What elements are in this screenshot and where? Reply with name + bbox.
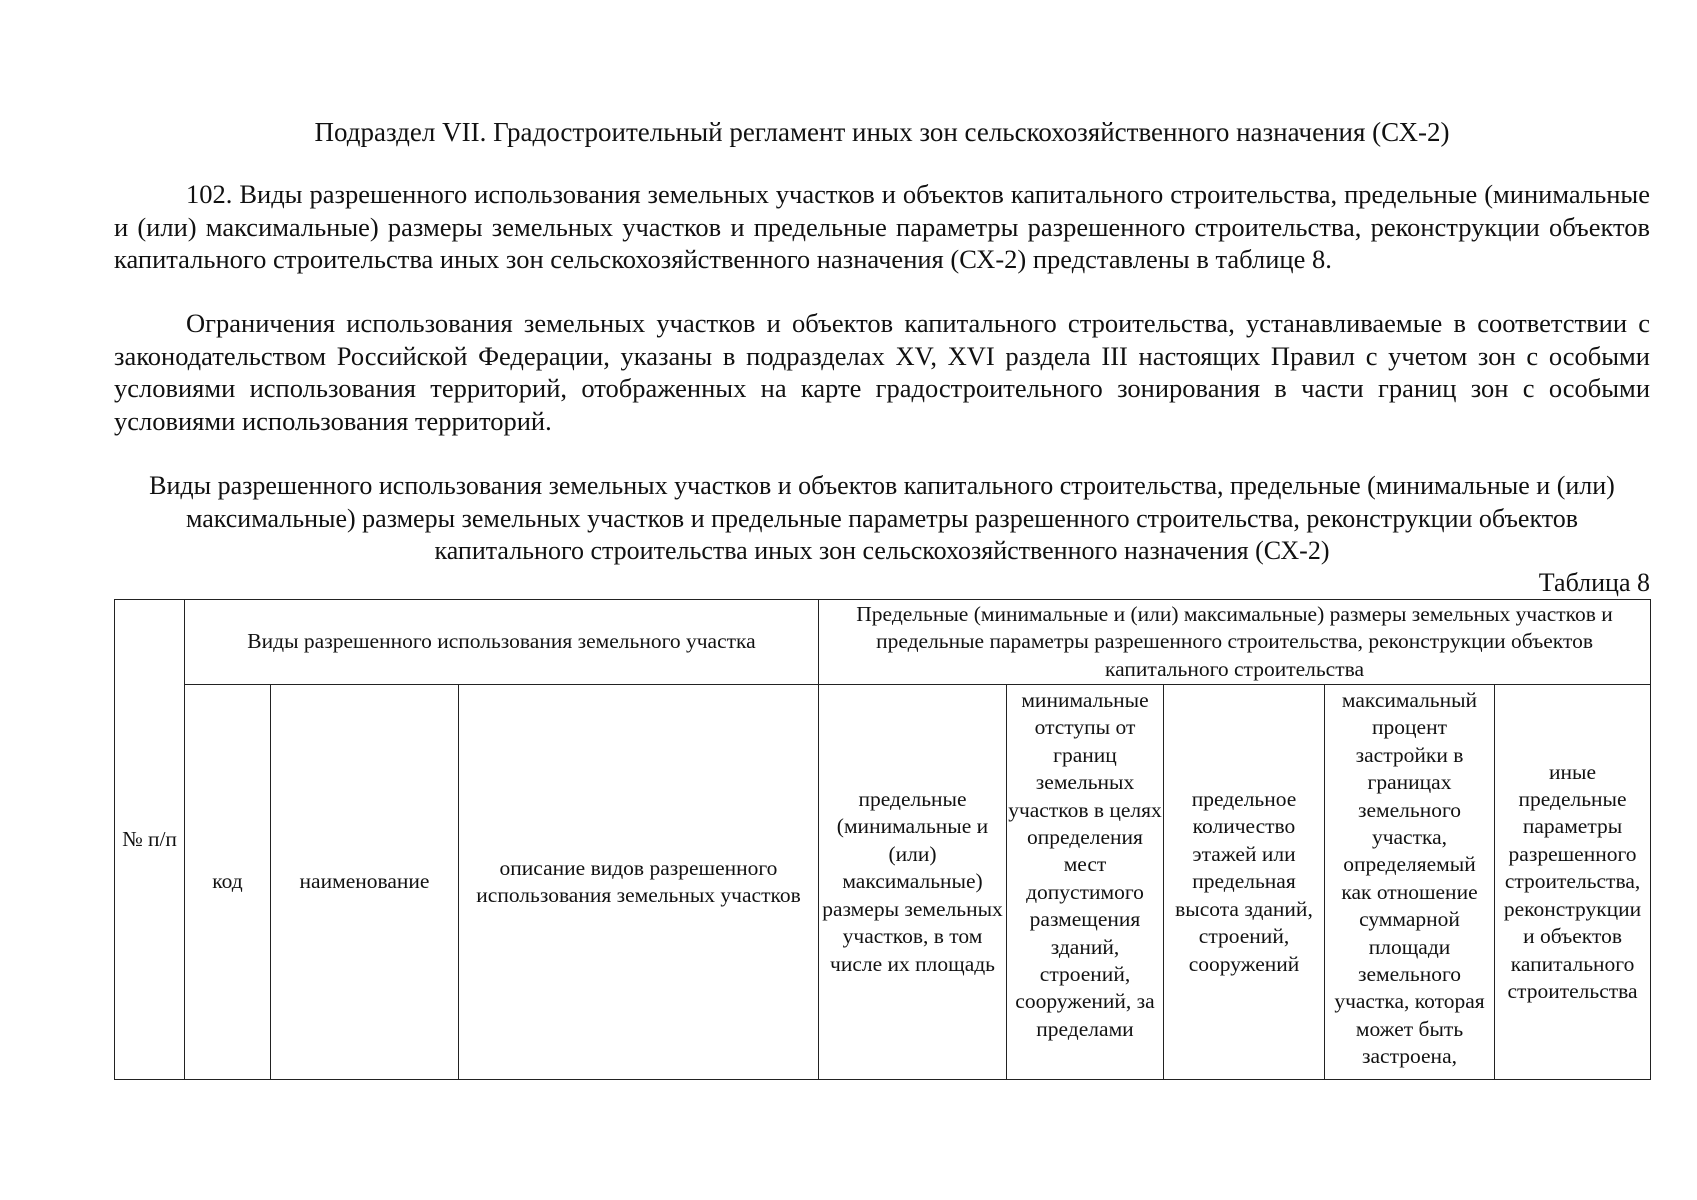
regulation-table bbox=[114, 599, 1651, 1080]
header-row-number: № п/п bbox=[115, 600, 185, 1080]
header-other-params: иные предельные параметры разрешенного строительства, реконструкции и объектов капитального строительства bbox=[1495, 685, 1651, 1080]
header-coverage: максимальный процент застройки в границах земельного участка, определяемый как отношение суммарной площади земельного участка, которая может быть застроена, bbox=[1325, 685, 1495, 1080]
table-number: Таблица 8 bbox=[1538, 568, 1650, 597]
table-caption: Виды разрешенного использования земельных участков и объектов капитального строительства, предельные (минимальные и (или) максимальные) размеры земельных участков и предельные параметры разрешенного строительства, реконструкции объектов капитального строительства иных зон сельскохозяйственного назначения (СХ-2) bbox=[149, 471, 1615, 565]
header-code: код bbox=[185, 685, 271, 1080]
header-name: наименование bbox=[271, 685, 459, 1080]
paragraph-102: 102. Виды разрешенного использования земельных участков и объектов капитального строительства, предельные (минимальные и (или) максимальные) размеры земельных участков и предельные параметры разрешенного строительства, реконструкции объектов капитального строительства иных зон сельскохозяйственного назначения (СХ-2) представлены в таблице 8. bbox=[114, 179, 1650, 274]
header-description: описание видов разрешенного использования земельных участков bbox=[459, 685, 819, 1080]
header-group-permitted-use: Виды разрешенного использования земельного участка bbox=[185, 600, 819, 685]
subsection-title: Подраздел VII. Градостроительный регламент иных зон сельскохозяйственного назначения (СХ-2) bbox=[314, 117, 1450, 147]
paragraph-restrictions: Ограничения использования земельных участков и объектов капитального строительства, устанавливаемые в соответствии с законодательством Российской Федерации, указаны в подразделах XV, XVI раздела III настоящих Правил с учетом зон с особыми условиями использования территорий, отображенных на карте градостроительного зонирования в части границ зон с особыми условиями использования территорий. bbox=[114, 308, 1650, 436]
header-setbacks: минимальные отступы от границ земельных участков в целях определения мест допустимого размещения зданий, строений, сооружений, за пределами bbox=[1007, 685, 1164, 1080]
header-floors: предельное количество этажей или предельная высота зданий, строений, сооружений bbox=[1164, 685, 1325, 1080]
header-plot-size: предельные (минимальные и (или) максимальные) размеры земельных участков, в том числе их площадь bbox=[819, 685, 1007, 1080]
header-group-limits: Предельные (минимальные и (или) максимальные) размеры земельных участков и предельные параметры разрешенного строительства, реконструкции объектов капитального строительства bbox=[819, 600, 1651, 685]
table-header-group-row bbox=[115, 600, 1651, 685]
table-header-detail-row bbox=[115, 685, 1651, 1080]
